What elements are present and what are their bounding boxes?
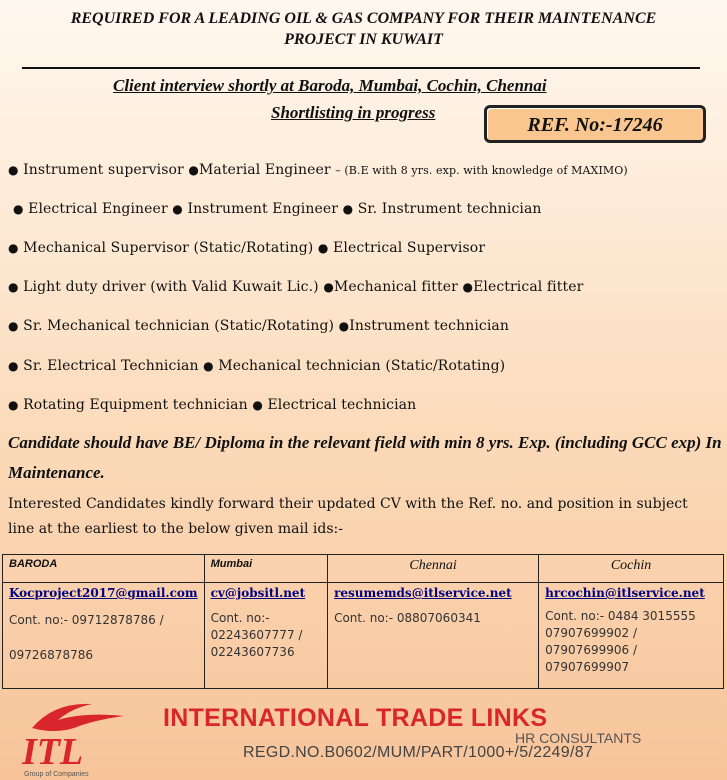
position-item: Mechanical fitter <box>333 279 458 295</box>
bullet-icon: ● <box>8 319 19 333</box>
city-baroda: BARODA <box>3 555 205 583</box>
mumbai-phone-3: 02243607736 <box>210 645 295 659</box>
chennai-contact-cell <box>328 583 539 689</box>
position-item: Electrical fitter <box>473 279 584 295</box>
bullet-icon: ● <box>203 359 214 373</box>
contacts-header-row <box>3 555 724 583</box>
cochin-phone <box>545 608 717 676</box>
bullet-icon: ● <box>8 280 19 294</box>
title-line-1: REQUIRED FOR A LEADING OIL & GAS COMPANY FOR THEIR MAINTENANCE <box>70 10 657 27</box>
mumbai-phone-2: 02243607777 / <box>210 628 303 642</box>
position-item: Instrument supervisor <box>23 162 184 178</box>
positions-line-5 <box>8 318 509 334</box>
position-item: Sr. Instrument technician <box>357 201 542 217</box>
bullet-icon: ● <box>338 319 350 333</box>
position-item: Mechanical technician (Static/Rotating) <box>218 358 506 374</box>
mumbai-contact-cell <box>204 583 327 689</box>
chennai-email-link[interactable]: resumemds@itlservice.net <box>334 586 512 600</box>
city-cochin: Cochin <box>539 555 724 583</box>
position-item: Sr. Mechanical technician (Static/Rotating) <box>23 318 335 334</box>
position-item: Sr. Electrical Technician <box>23 358 199 374</box>
position-item: Mechanical Supervisor (Static/Rotating) <box>23 240 314 256</box>
bullet-icon: ● <box>317 241 329 255</box>
company-name: INTERNATIONAL TRADE LINKS <box>163 704 548 732</box>
city-chennai: Chennai <box>328 555 539 583</box>
mumbai-phone <box>211 610 321 661</box>
baroda-phone-1: Cont. no:- 09712878786 / <box>9 613 164 627</box>
registration-number: REGD.NO.B0602/MUM/PART/1000+/5/2249/87 <box>243 744 594 761</box>
bullet-icon: ● <box>188 163 199 177</box>
position-item: Electrical Engineer <box>28 201 168 217</box>
bullet-icon: ● <box>323 280 334 294</box>
interview-locations: Client interview shortly at Baroda, Mumbai, Cochin, Chennai <box>113 76 547 95</box>
position-item: Electrical Supervisor <box>333 240 486 256</box>
bullet-icon: ● <box>8 163 19 177</box>
position-item: Electrical technician <box>267 397 417 413</box>
bullet-icon: ● <box>8 241 19 255</box>
positions-line-1 <box>8 162 628 178</box>
positions-line-2 <box>13 201 542 217</box>
baroda-contact-cell <box>3 583 205 689</box>
positions-line-4 <box>8 279 583 295</box>
cochin-email-link[interactable]: hrcochin@itlservice.net <box>545 586 705 600</box>
baroda-phone <box>9 612 198 664</box>
itl-logo <box>14 698 144 778</box>
position-item: Light duty driver (with Valid Kuwait Lic.) <box>23 279 319 295</box>
bird-swoosh-icon <box>32 704 124 731</box>
bullet-icon: ● <box>13 202 24 216</box>
positions-line-3 <box>8 240 485 256</box>
position-item: Material Engineer <box>198 162 331 178</box>
bullet-icon: ● <box>252 398 263 412</box>
cochin-contact-cell <box>539 583 724 689</box>
bullet-icon: ● <box>172 202 183 216</box>
cochin-phone-2: 07907699902 / <box>545 626 637 640</box>
bullet-icon: ● <box>8 398 19 412</box>
cochin-phone-4: 07907699907 <box>545 660 630 674</box>
mumbai-phone-1: Cont. no:- <box>210 611 270 625</box>
position-item: Rotating Equipment technician <box>23 397 248 413</box>
position-item: Instrument Engineer <box>187 201 339 217</box>
chennai-phone: Cont. no:- 08807060341 <box>334 611 481 625</box>
baroda-email-link[interactable]: Kocproject2017@gmail.com <box>9 586 198 600</box>
position-note: – (B.E with 8 yrs. exp. with knowledge of MAXIMO) <box>335 164 628 177</box>
title-divider <box>22 67 700 69</box>
baroda-phone-2: 09726878786 <box>9 648 93 662</box>
bullet-icon: ● <box>8 359 19 373</box>
page-title <box>0 8 727 50</box>
company-tagline: HR CONSULTANTS <box>515 730 642 746</box>
contacts-detail-row <box>3 583 724 689</box>
positions-line-6 <box>8 358 505 374</box>
contacts-table <box>2 554 724 689</box>
mumbai-email-link[interactable]: cv@jobsitl.net <box>210 586 306 600</box>
logo-letters: ITL <box>22 731 84 773</box>
positions-line-7 <box>8 397 416 413</box>
reference-number-box: REF. No:-17246 <box>484 105 706 143</box>
city-mumbai: Mumbai <box>204 555 327 583</box>
candidate-requirement: Candidate should have BE/ Diploma in the relevant field with min 8 yrs. Exp. (including GCC exp) In Maintenance. <box>8 433 722 482</box>
application-instructions: Interested Candidates kindly forward their updated CV with the Ref. no. and position in subject line at the earliest to the below given mail ids:- <box>8 496 688 537</box>
cochin-phone-1: Cont. no:- 0484 3015555 <box>545 609 696 623</box>
title-line-2: PROJECT IN KUWAIT <box>284 31 443 48</box>
cochin-phone-3: 07907699906 / <box>545 643 637 657</box>
bullet-icon: ● <box>342 202 354 216</box>
shortlisting-status: Shortlisting in progress <box>271 103 436 122</box>
bullet-icon: ● <box>462 280 474 294</box>
logo-subtitle: Group of Companies <box>24 771 89 778</box>
position-item: Instrument technician <box>349 318 509 334</box>
